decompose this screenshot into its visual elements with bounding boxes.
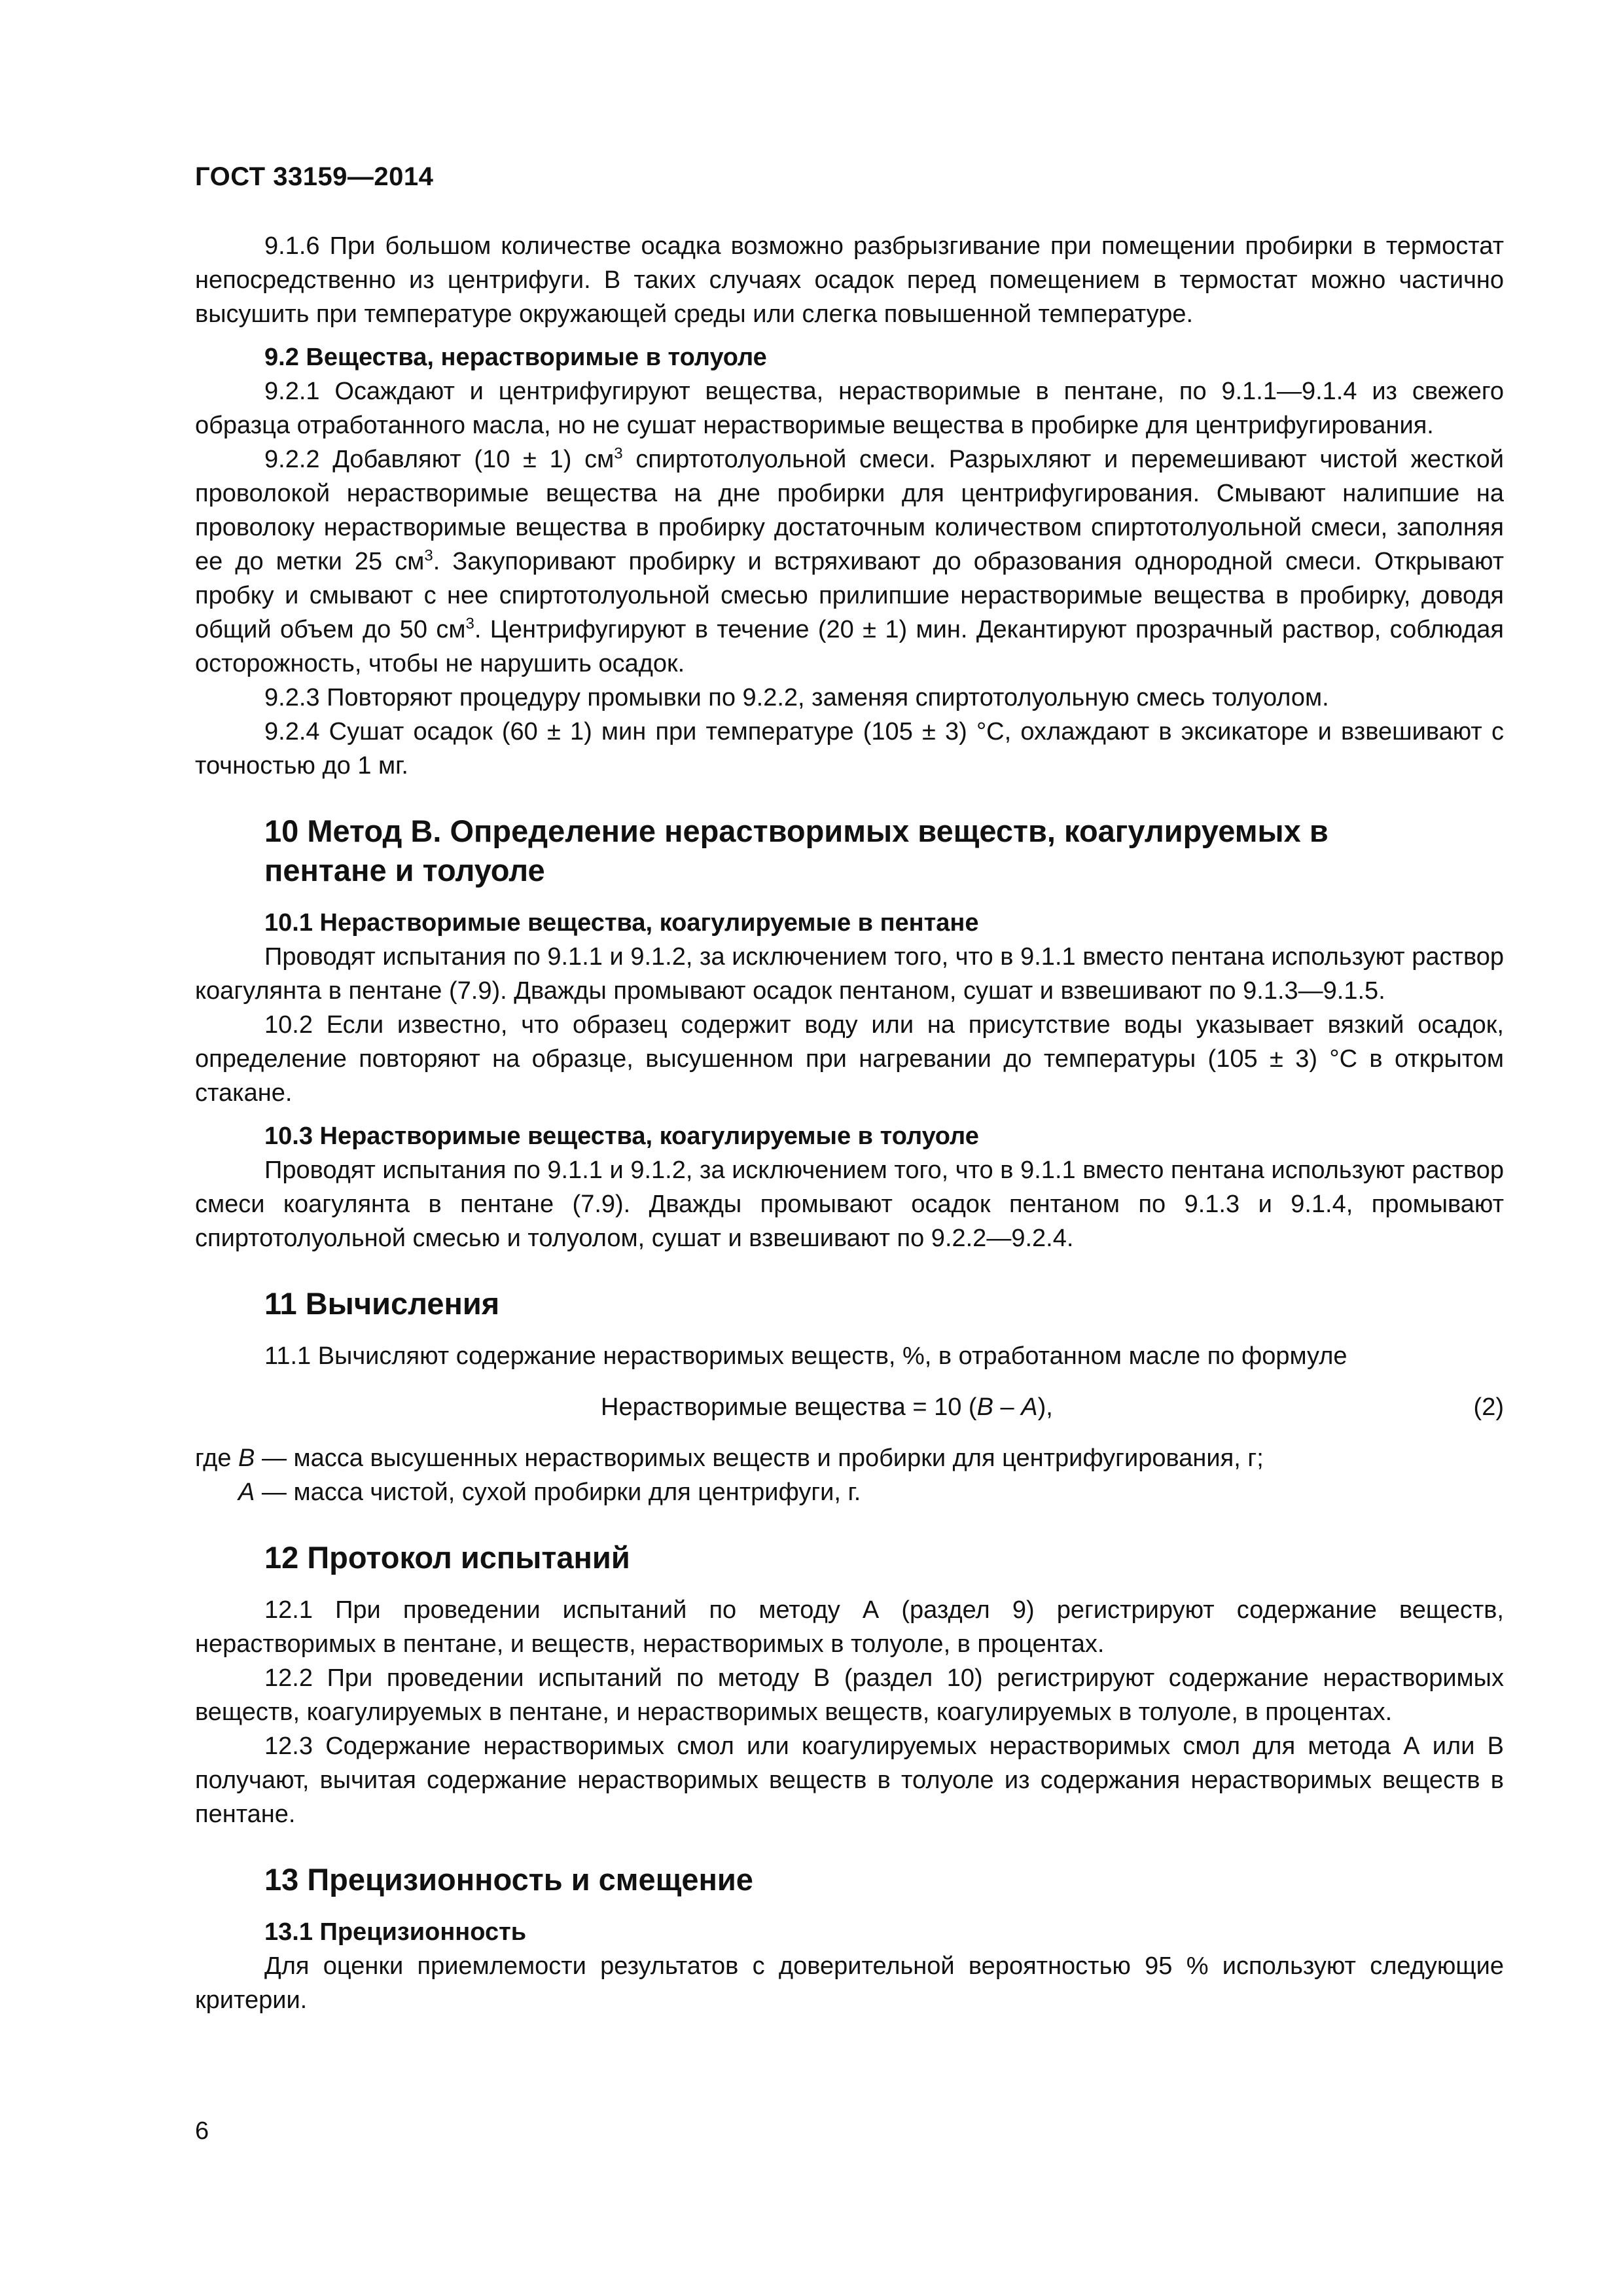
heading-section-10: 10 Метод В. Определение нерастворимых веществ, коагулируемых в пентане и толуоле xyxy=(264,814,1329,888)
formula-var-b: B xyxy=(976,1393,993,1421)
paragraph-12-2: 12.2 При проведении испытаний по методу В (раздел 10) регистрируют содержание нерастворимых веществ, коагулируемых в пентане, и нерастворимых веществ, коагулируемых в толуоле, в процентах. xyxy=(195,1664,1504,1726)
heading-section-11: 11 Вычисления xyxy=(264,1286,500,1321)
formula-2 xyxy=(195,1390,1504,1424)
where-b-symbol: B xyxy=(238,1444,255,1472)
paragraph-13-1: Для оценки приемлемости результатов с доверительной вероятностью 95 % используют следующие критерии. xyxy=(195,1952,1504,2014)
text-run: . Закупоривают пробирку и встряхивают до образования однородной смеси. Открывают пробку и смывают с нее спиртотолуольной смесью прилипшие нерастворимые вещества в пробирку, доводя общий объем до 50 см xyxy=(195,548,1505,643)
paragraph-9-2-4: 9.2.4 Сушат осадок (60 ± 1) мин при температуре (105 ± 3) °С, охлаждают в эксикаторе и взвешивают с точностью до 1 мг. xyxy=(195,718,1504,780)
formula-expression xyxy=(601,1390,1053,1424)
paragraph-11-1: 11.1 Вычисляют содержание нерастворимых веществ, %, в отработанном масле по формуле xyxy=(264,1342,1347,1370)
formula-close: ), xyxy=(1037,1393,1053,1421)
paragraph-12-1: 12.1 При проведении испытаний по методу А (раздел 9) регистрируют содержание веществ, нерастворимых в пентане, и веществ, нерастворимых в толуоле, в процентах. xyxy=(195,1596,1504,1658)
formula-number: (2) xyxy=(1473,1393,1504,1421)
superscript: 3 xyxy=(424,547,433,565)
heading-section-13: 13 Прецизионность и смещение xyxy=(264,1862,753,1897)
where-a-symbol: A xyxy=(238,1479,255,1506)
heading-13-1: 13.1 Прецизионность xyxy=(264,1918,527,1946)
where-a xyxy=(195,1475,1504,1509)
paragraph-12-3: 12.3 Содержание нерастворимых смол или коагулируемых нерастворимых смол для метода А или В получают, вычитая содержание нерастворимых веществ в толуоле из содержания нерастворимых веществ в пентане. xyxy=(195,1732,1504,1828)
text-run: . Центрифугируют в течение (20 ± 1) мин. Декантируют прозрачный раствор, соблюдая осторожность, чтобы не нарушить осадок. xyxy=(195,616,1504,677)
paragraph-9-2-2 xyxy=(195,442,1504,681)
document-header: ГОСТ 33159—2014 xyxy=(195,162,434,191)
where-a-text: — масса чистой, сухой пробирки для центрифуги, г. xyxy=(255,1479,861,1506)
paragraph-9-1-6: 9.1.6 При большом количестве осадка возможно разбрызгивание при помещении пробирки в термостат непосредственно из центрифуги. В таких случаях осадок перед помещением в термостат можно частично высушить при температуре окружающей среды или слегка повышенной температуре. xyxy=(195,232,1504,328)
paragraph-10-2: 10.2 Если известно, что образец содержит воду или на присутствие воды указывает вязкий осадок, определение повторяют на образце, высушенном при нагревании до температуры (105 ± 3) °С в открытом стакане. xyxy=(195,1011,1504,1107)
superscript: 3 xyxy=(614,444,623,463)
where-b xyxy=(195,1441,1504,1475)
heading-9-2: 9.2 Вещества, нерастворимые в толуоле xyxy=(264,344,767,371)
formula-text: Нерастворимые вещества = 10 ( xyxy=(601,1393,977,1421)
paragraph-10-3: Проводят испытания по 9.1.1 и 9.1.2, за исключением того, что в 9.1.1 вместо пентана используют раствор смеси коагулянта в пентане (7.9). Дважды промывают осадок пентаном по 9.1.3 и 9.1.4, промывают спиртотолуольной смесью и толуолом, сушат и взвешивают по 9.2.2—9.2.4. xyxy=(195,1157,1504,1252)
superscript: 3 xyxy=(465,615,474,633)
document-body xyxy=(195,229,1504,2017)
where-b-text: — масса высушенных нерастворимых веществ и пробирки для центрифугирования, г; xyxy=(255,1444,1264,1472)
where-prefix: где xyxy=(195,1444,239,1472)
formula-var-a: A xyxy=(1021,1393,1038,1421)
text-run: 9.2.2 Добавляют (10 ± 1) см xyxy=(264,446,615,473)
heading-section-12: 12 Протокол испытаний xyxy=(264,1540,630,1575)
formula-operator: – xyxy=(993,1393,1022,1421)
page-number: 6 xyxy=(195,2117,209,2145)
heading-10-1: 10.1 Нерастворимые вещества, коагулируемые в пентане xyxy=(264,909,979,937)
paragraph-9-2-3: 9.2.3 Повторяют процедуру промывки по 9.2.2, заменяя спиртотолуольную смесь толуолом. xyxy=(264,684,1329,711)
paragraph-9-2-1: 9.2.1 Осаждают и центрифугируют вещества, нерастворимые в пентане, по 9.1.1—9.1.4 из свежего образца отработанного масла, но не сушат нерастворимые вещества в пробирке для центрифугирования. xyxy=(195,378,1504,439)
text-run: спиртотолуольной смеси. Разрыхляют и перемешивают чистой жесткой проволокой нерастворимые вещества на дне пробирки для центрифугирования. Смывают налипшие на проволоку нерастворимые вещества в пробирку достаточным количеством спиртотолуольной смеси, заполняя ее до метки 25 см xyxy=(195,446,1504,575)
paragraph-10-1: Проводят испытания по 9.1.1 и 9.1.2, за исключением того, что в 9.1.1 вместо пентана используют раствор коагулянта в пентане (7.9). Дважды промывают осадок пентаном, сушат и взвешивают по 9.1.3—9.1.5. xyxy=(195,943,1504,1005)
heading-10-3: 10.3 Нерастворимые вещества, коагулируемые в толуоле xyxy=(264,1122,979,1150)
